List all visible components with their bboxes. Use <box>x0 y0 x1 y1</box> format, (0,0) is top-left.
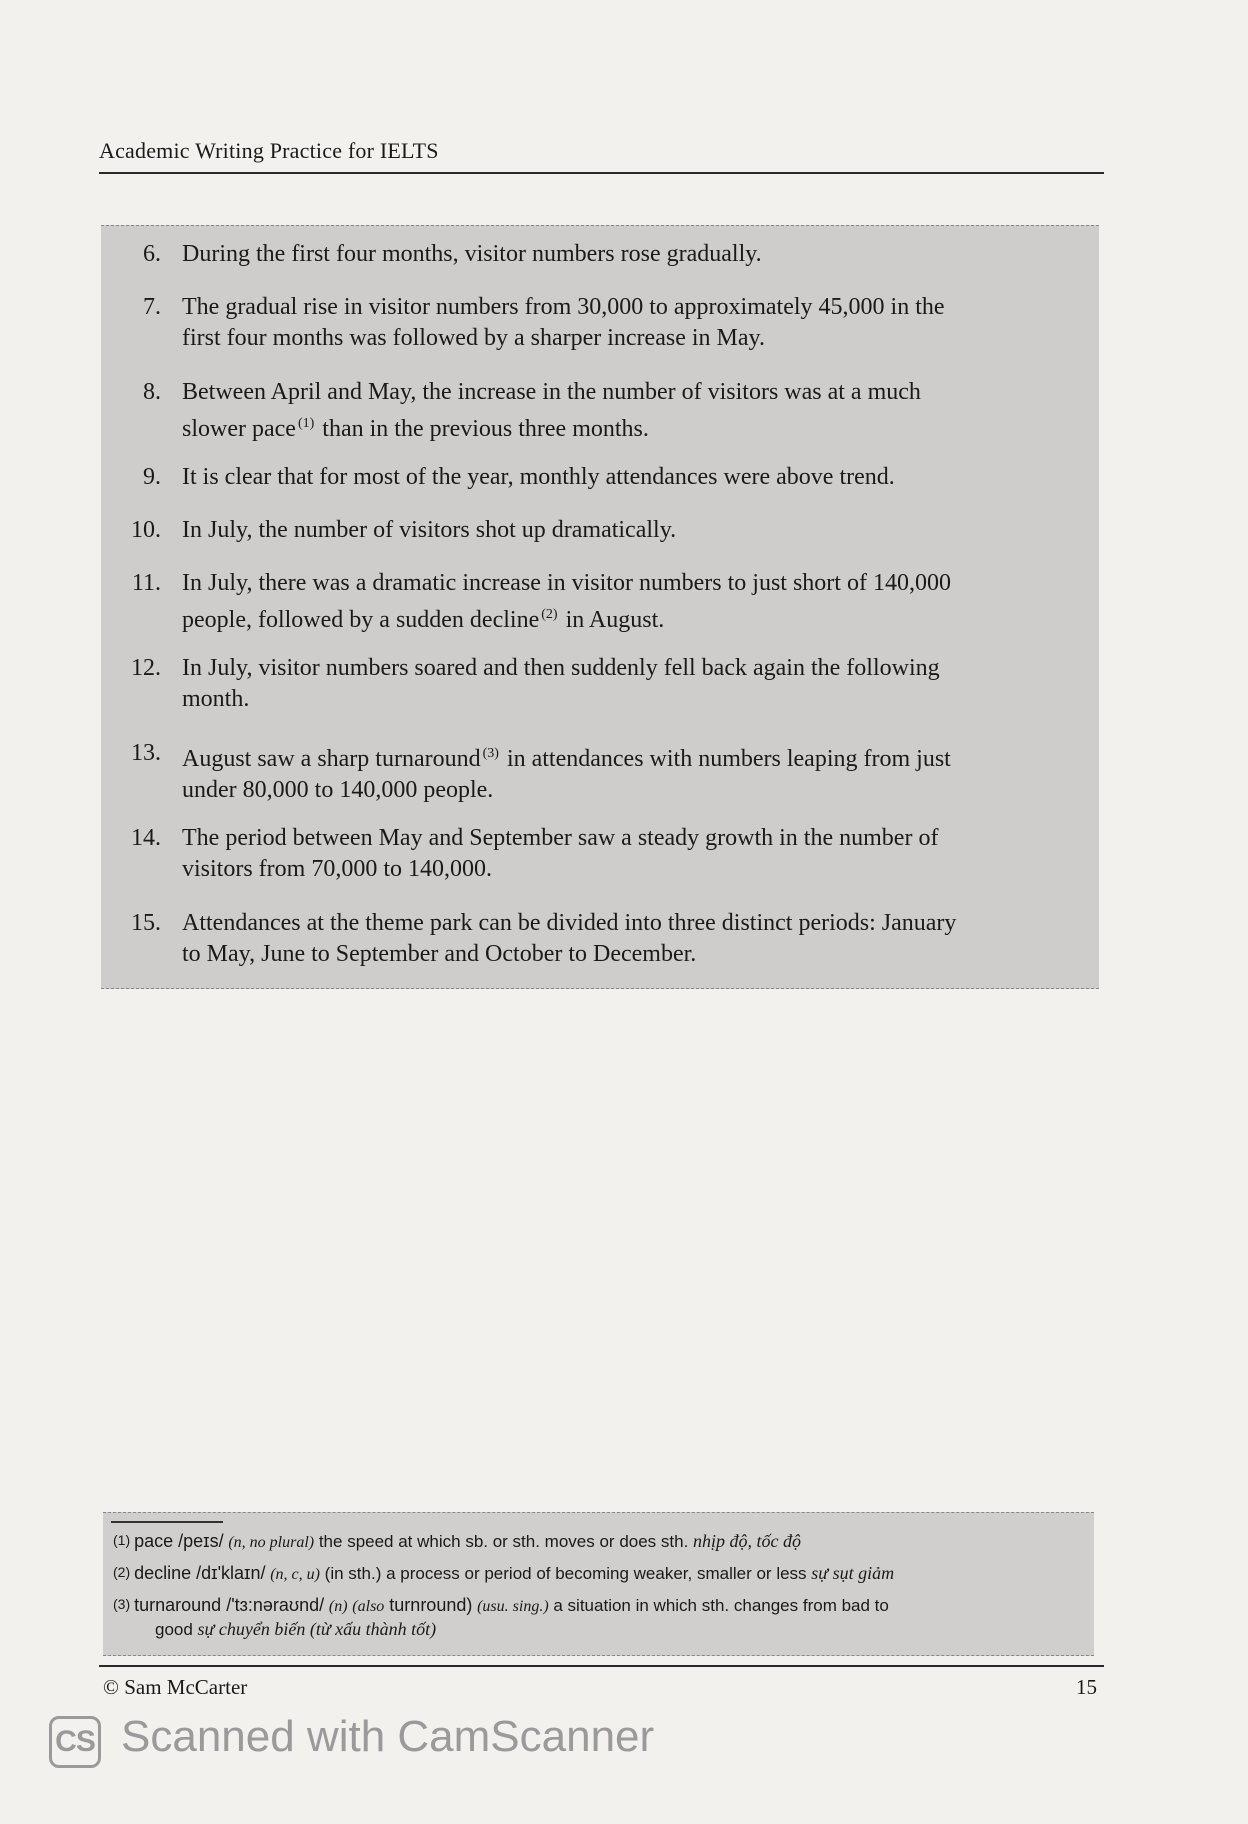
item-text: Between April and May, the increase in the number of visitors was at a much slower pace $^{(1)}$ than in the previous three months. <box>182 379 921 442</box>
footer-rule <box>99 1665 1104 1667</box>
scanner-watermark: Scanned with CamScanner <box>121 1712 655 1761</box>
item-number: 11. <box>131 570 161 596</box>
footnote-3: (3) turnaround /'tɜ:nəraʊnd/ (n) (also turnround) (usu. sing.) a situation in which sth. changes from bad to good sự chuyển biến (từ xấu thành tốt) <box>113 1595 889 1639</box>
item-text: The period between May and September saw a steady growth in the number of visitors from 70,000 to 140,000. <box>182 825 939 882</box>
item-text: During the first four months, visitor numbers rose gradually. <box>182 241 762 267</box>
copyright: © Sam McCarter <box>103 1675 248 1699</box>
item-number: 7. <box>143 294 161 320</box>
example-sentences-box <box>101 225 1099 989</box>
item-text: It is clear that for most of the year, monthly attendances were above trend. <box>182 464 895 490</box>
item-text: In July, visitor numbers soared and then suddenly fell back again the following month. <box>182 655 940 712</box>
item-number: 6. <box>143 241 161 267</box>
footnote-marker: (1) <box>297 416 315 431</box>
item-text: August saw a sharp turnaround $^{(3)}$ in attendances with numbers leaping from just under 80,000 to 140,000 people. <box>182 746 951 803</box>
footnotes-box <box>103 1512 1094 1656</box>
footnote-rule <box>111 1521 223 1523</box>
camscanner-logo-icon: CS <box>49 1716 101 1768</box>
header-rule <box>99 172 1104 174</box>
item-text: In July, there was a dramatic increase in visitor numbers to just short of 140,000 people, followed by a sudden decline $^{(2)}$ in August. <box>182 570 951 633</box>
item-number: 13. <box>131 740 161 766</box>
item-text: Attendances at the theme park can be divided into three distinct periods: January to May, June to September and October to December. <box>182 910 957 967</box>
item-number: 10. <box>131 517 161 543</box>
item-number: 8. <box>143 379 161 405</box>
item-number: 12. <box>131 655 161 681</box>
item-number: 9. <box>143 464 161 490</box>
item-text: In July, the number of visitors shot up dramatically. <box>182 517 677 543</box>
page-number: 15 <box>1076 1675 1097 1699</box>
footnote-2: (2) decline /dɪ'klaɪn/ (n, c, u) (in sth.) a process or period of becoming weaker, smaller or less sự sụt giảm <box>113 1563 895 1583</box>
item-number: 14. <box>131 825 161 851</box>
item-number: 15. <box>131 910 161 936</box>
footnote-marker: (3) <box>482 746 499 761</box>
footnote-1: (1) pace /peɪs/ (n, no plural) the speed at which sb. or sth. moves or does sth. nhịp độ, tốc độ <box>113 1531 802 1551</box>
running-head: Academic Writing Practice for IELTS <box>99 138 439 163</box>
item-text: The gradual rise in visitor numbers from 30,000 to approximately 45,000 in the first four months was followed by a sharper increase in May. <box>182 294 945 351</box>
footnote-marker: (2) <box>541 607 558 622</box>
